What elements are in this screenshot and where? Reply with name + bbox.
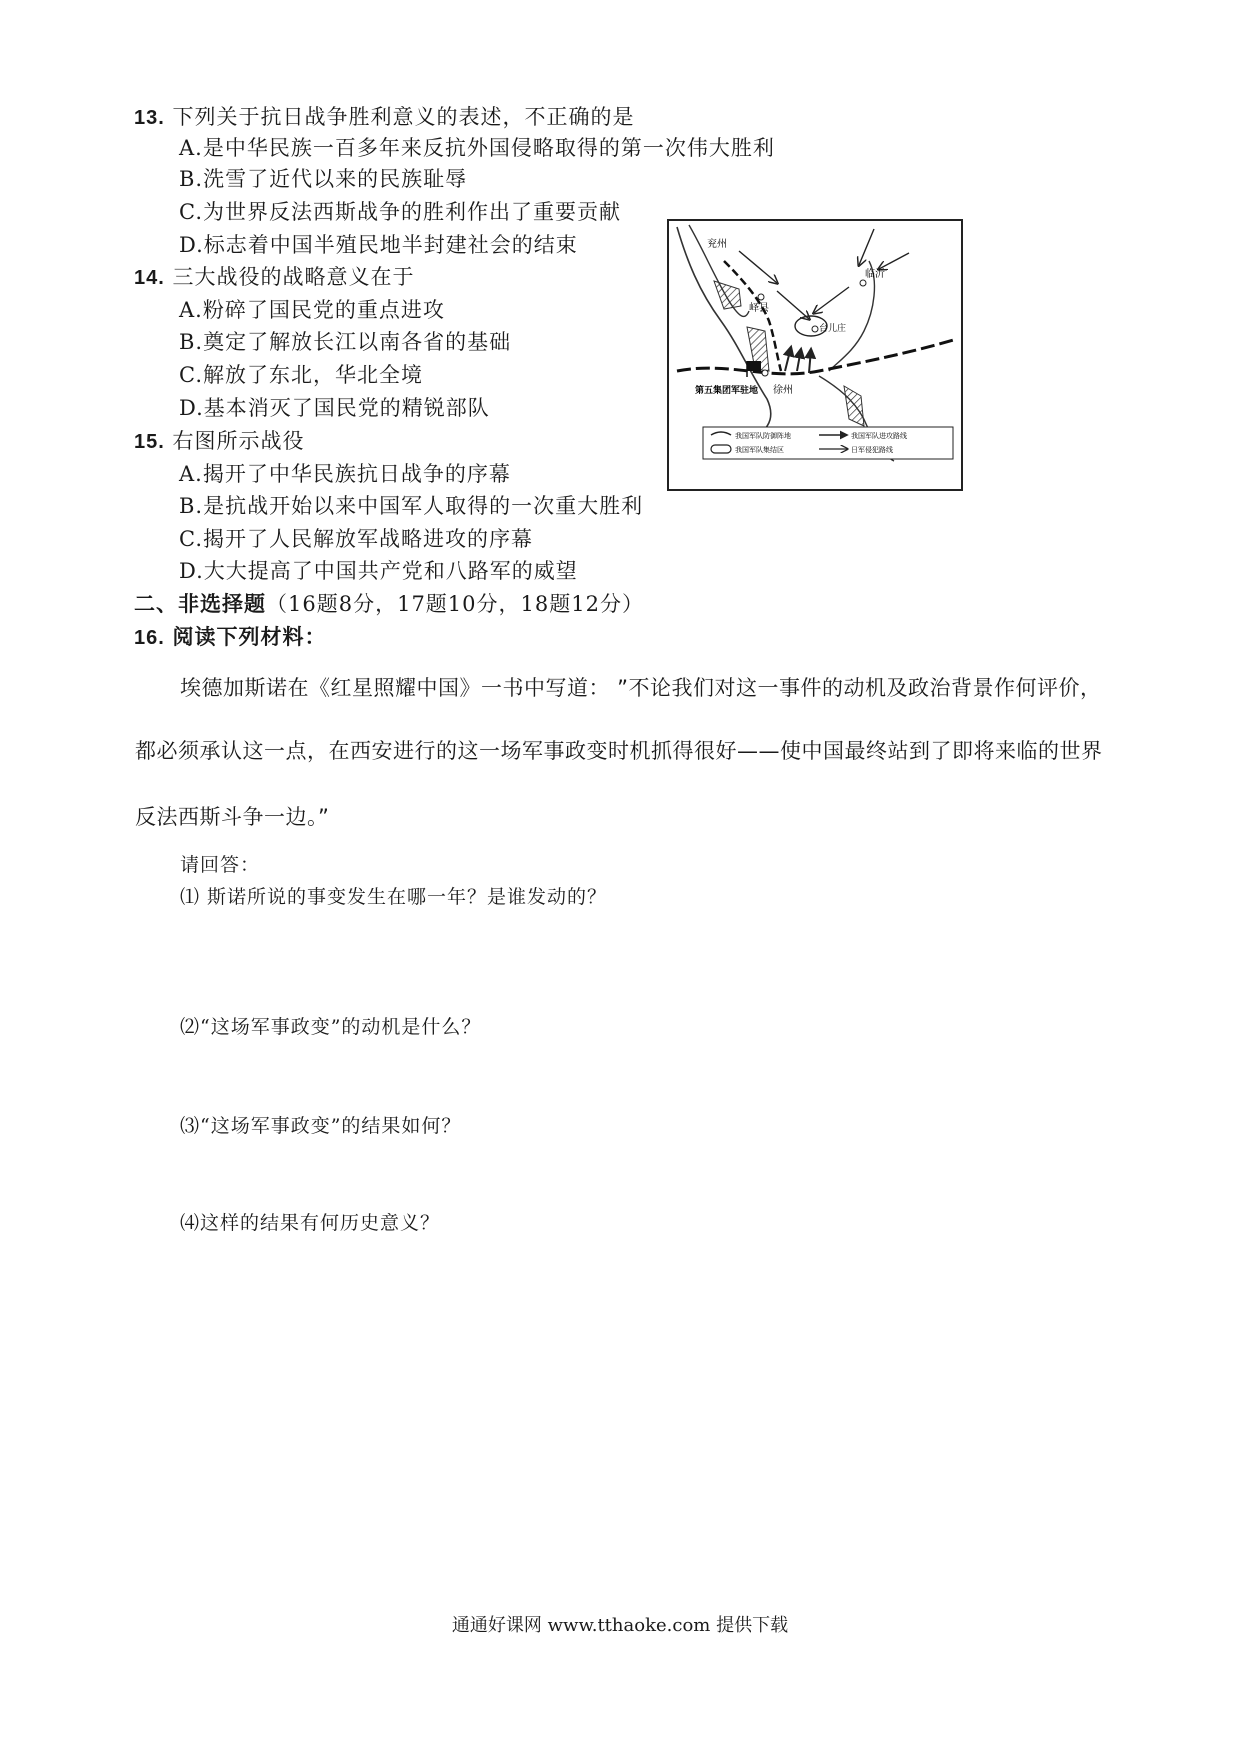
option-15b: B.是抗战开始以来中国军人取得的一次重大胜利 [179,494,644,518]
option-15d: D.大大提高了中国共产党和八路军的威望 [179,559,578,583]
chinese-route-arrow [797,349,801,371]
option-15a: A.揭开了中华民族抗日战争的序幕 [179,462,511,486]
question-number: 15. [134,431,165,453]
option-13d: D.标志着中国半殖民地半封建社会的结束 [179,233,578,257]
label-yixian: 峄县 [749,303,769,314]
option-13c: C.为世界反法西斯战争的胜利作出了重要贡献 [179,200,621,224]
question-stem: 右图所示战役 [172,429,305,453]
railway [677,339,957,374]
battle-map [669,221,961,489]
town-marker [812,326,818,332]
question-number: 14. [134,267,165,289]
legend-japanese: 日军侵犯路线 [851,446,893,454]
chinese-route-arrow [809,349,811,373]
japanese-route-arrow [777,291,809,319]
option-15c: C.揭开了人民解放军战略进攻的序幕 [179,527,533,551]
label-xuzhou: 徐州 [773,385,793,396]
question-stem: 下列关于抗日战争胜利意义的表述，不正确的是 [172,105,635,129]
label-yanzhou: 兖州 [707,239,727,250]
hq-flag-icon [747,361,761,371]
section-heading [134,590,644,618]
answer-prompt: 请回答： [180,854,261,876]
legend-defense: 我国军队防御阵地 [735,432,791,440]
option-14b: B.奠定了解放长江以南各省的基础 [179,330,512,354]
battle-map-figure [667,219,963,491]
subquestion-2: ⑵“这场军事政变”的动机是什么？ [180,1016,482,1038]
option-14c: C.解放了东北，华北全境 [179,363,423,387]
japanese-route-arrow [814,287,849,313]
section-note: （16题8分，17题10分，18题12分） [266,592,644,616]
material-line-1: 埃德加斯诺在《红星照耀中国》一书中写道： ”不论我们对这一事件的动机及政治背景作何评价， [180,676,1102,700]
material-line-3: 反法西斯斗争一边。” [135,805,330,829]
question-14 [134,263,415,292]
defense-area [714,281,741,309]
legend-advance: 我国军队进攻路线 [851,432,907,440]
chinese-route-arrow [785,347,791,371]
question-16 [134,623,327,652]
town-marker [758,294,764,300]
question-15 [134,427,305,456]
japanese-route-arrow [739,251,777,283]
material-line-2: 都必须承认这一点，在西安进行的这一场军事政变时机抓得很好——使中国最终站到了即将来临的世界 [135,739,1103,763]
question-number: 16. [134,627,165,649]
label-taierzhuang: 台儿庄 [819,324,847,334]
town-marker [860,280,866,286]
option-13a: A.是中华民族一百多年来反抗外国侵略取得的第一次伟大胜利 [179,136,775,160]
label-hq: 第五集团军驻地 [695,386,759,396]
section-title: 二、非选择题 [134,592,266,616]
subquestion-4: ⑷这样的结果有何历史意义？ [180,1212,441,1234]
town-marker [762,370,768,376]
option-14d: D.基本消灭了国民党的精锐部队 [179,396,490,420]
option-14a: A.粉碎了国民党的重点进攻 [179,298,445,322]
label-linyi: 临沂 [865,269,885,280]
question-13 [134,103,635,132]
question-number: 13. [134,107,165,129]
subquestion-1: ⑴ 斯诺所说的事变发生在哪一年？是谁发动的？ [180,886,608,908]
question-intro: 阅读下列材料： [172,625,327,649]
option-13b: B.洗雪了近代以来的民族耻辱 [179,167,468,191]
page-footer: 通通好课网 www.tthaoke.com 提供下载 [451,1615,789,1636]
defense-area [844,386,864,426]
question-stem: 三大战役的战略意义在于 [172,265,415,289]
legend-assembly: 我国军队集结区 [735,446,784,454]
japanese-route-arrow [859,229,874,265]
japanese-route-arrow [879,253,909,269]
subquestion-3: ⑶“这场军事政变”的结果如何？ [180,1115,462,1137]
